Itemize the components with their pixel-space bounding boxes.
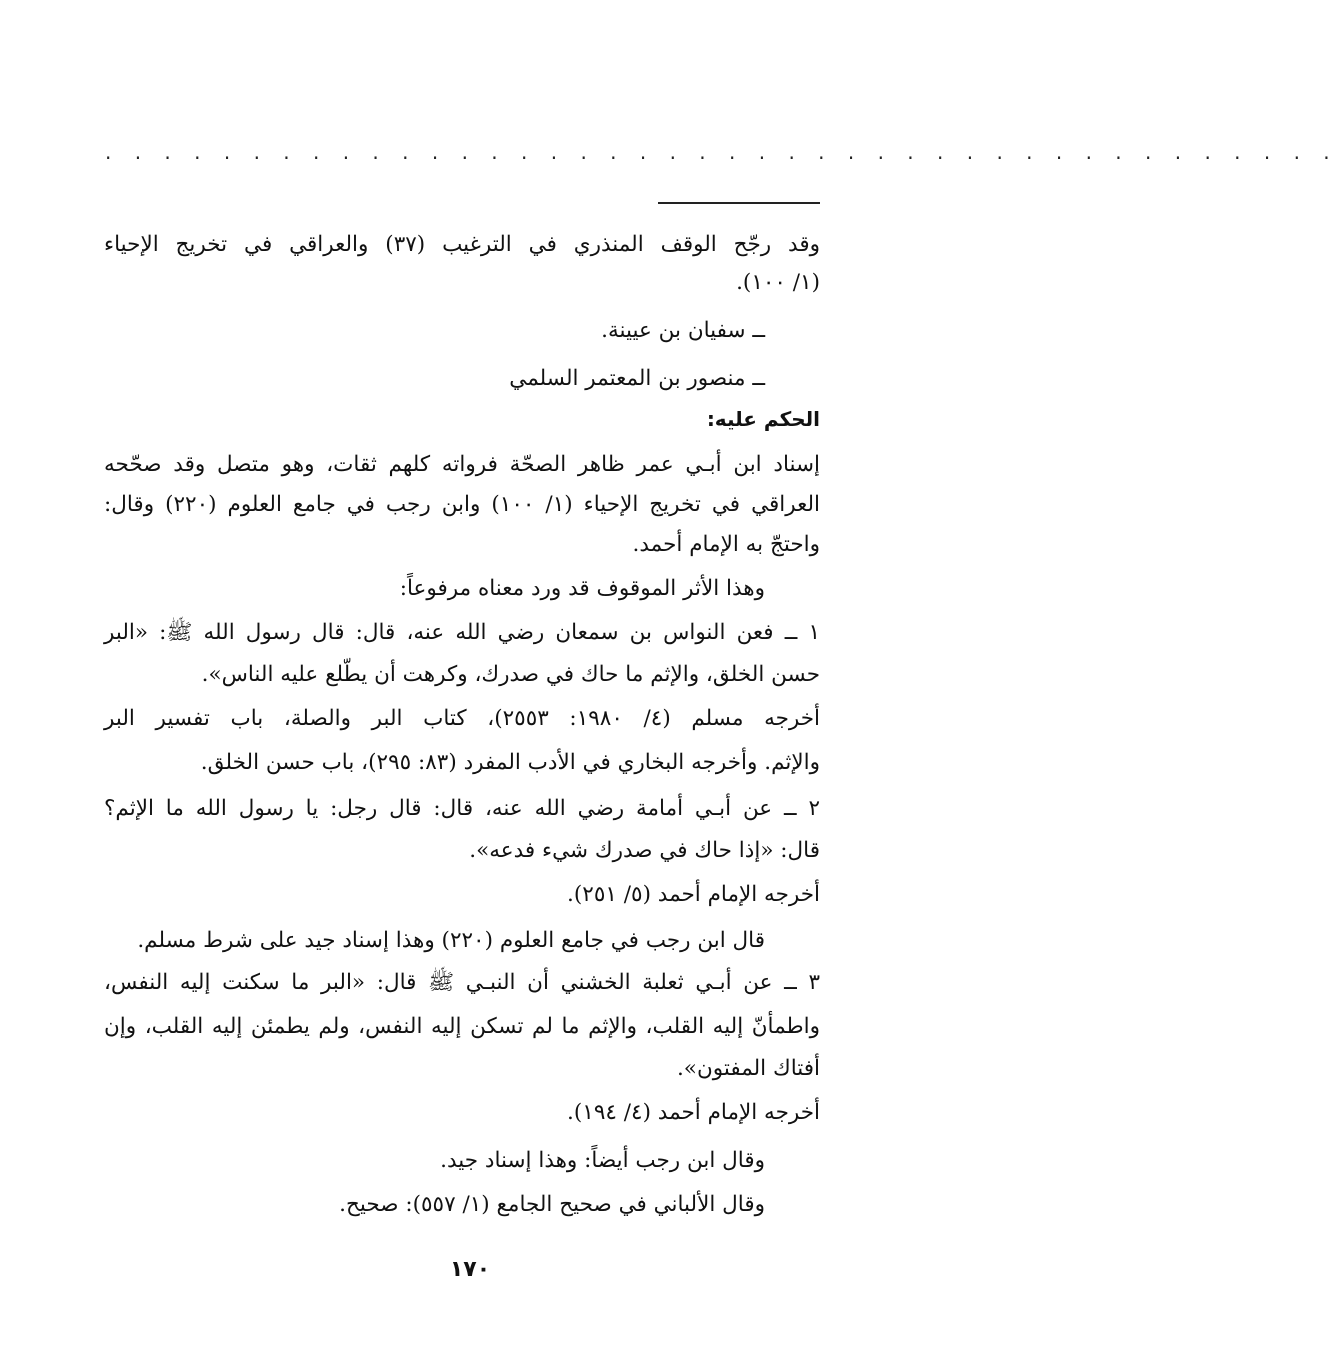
hadith-line: ١ ــ فعن النواس بن سمعان رضي الله عنه، قال: قال رسول الله ﷺ: «البر bbox=[104, 620, 820, 645]
dotted-separator: . . . . . . . . . . . . . . . . . . . . . . . . . . . . . . . . . . . . . . . . . . bbox=[105, 140, 1338, 164]
text-line: إسناد ابن أبـي عمر ظاهر الصحّة فرواته كلهم ثقات، وهو متصل وقد صحّحه bbox=[104, 452, 820, 477]
text-line: واحتجّ به الإمام أحمد. bbox=[632, 532, 820, 557]
takhrij-line: والإثم. وأخرجه البخاري في الأدب المفرد (٨٣: ٢٩٥)، باب حسن الخلق. bbox=[200, 750, 820, 775]
text-line: قال ابن رجب في جامع العلوم (٢٢٠) وهذا إسناد جيد على شرط مسلم. bbox=[137, 928, 765, 953]
list-item: ــ منصور بن المعتمر السلمي bbox=[509, 366, 765, 391]
text-line: (١/ ١٠٠). bbox=[736, 270, 820, 295]
section-heading: الحكم عليه: bbox=[706, 407, 820, 431]
hadith-line: واطمأنّ إليه القلب، والإثم ما لم تسكن إليه النفس، ولم يطمئن إليه القلب، وإن bbox=[104, 1014, 820, 1039]
hadith-line: قال: «إذا حاك في صدرك شيء فدعه». bbox=[469, 838, 820, 863]
hadith-line: حسن الخلق، والإثم ما حاك في صدرك، وكرهت أن يطّلع عليه الناس». bbox=[201, 662, 820, 687]
takhrij-line: أخرجه الإمام أحمد (٥/ ٢٥١). bbox=[567, 882, 820, 907]
text-line: وهذا الأثر الموقوف قد ورد معناه مرفوعاً: bbox=[399, 576, 765, 601]
footnote-rule bbox=[658, 202, 820, 204]
text-line: وقال ابن رجب أيضاً: وهذا إسناد جيد. bbox=[440, 1148, 765, 1173]
takhrij-line: أخرجه مسلم (٤/ ١٩٨٠: ٢٥٥٣)، كتاب البر والصلة، باب تفسير البر bbox=[104, 706, 821, 731]
hadith-line: أفتاك المفتون». bbox=[676, 1056, 820, 1081]
hadith-line: ٢ ــ عن أبـي أمامة رضي الله عنه، قال: قال رجل: يا رسول الله ما الإثم؟ bbox=[104, 796, 820, 821]
page-number: ١٧٠ bbox=[449, 1257, 491, 1282]
text-line: العراقي في تخريج الإحياء (١/ ١٠٠) وابن رجب في جامع العلوم (٢٢٠) وقال: bbox=[104, 492, 820, 517]
takhrij-line: أخرجه الإمام أحمد (٤/ ١٩٤). bbox=[567, 1100, 820, 1125]
text-line: وقد رجّح الوقف المنذري في الترغيب (٣٧) والعراقي في تخريج الإحياء bbox=[104, 232, 820, 257]
hadith-line: ٣ ــ عن أبـي ثعلبة الخشني أن النبـي ﷺ قال: «البر ما سكنت إليه النفس، bbox=[104, 970, 820, 995]
text-line: وقال الألباني في صحيح الجامع (١/ ٥٥٧): صحيح. bbox=[339, 1192, 765, 1217]
list-item: ــ سفيان بن عيينة. bbox=[601, 318, 765, 343]
